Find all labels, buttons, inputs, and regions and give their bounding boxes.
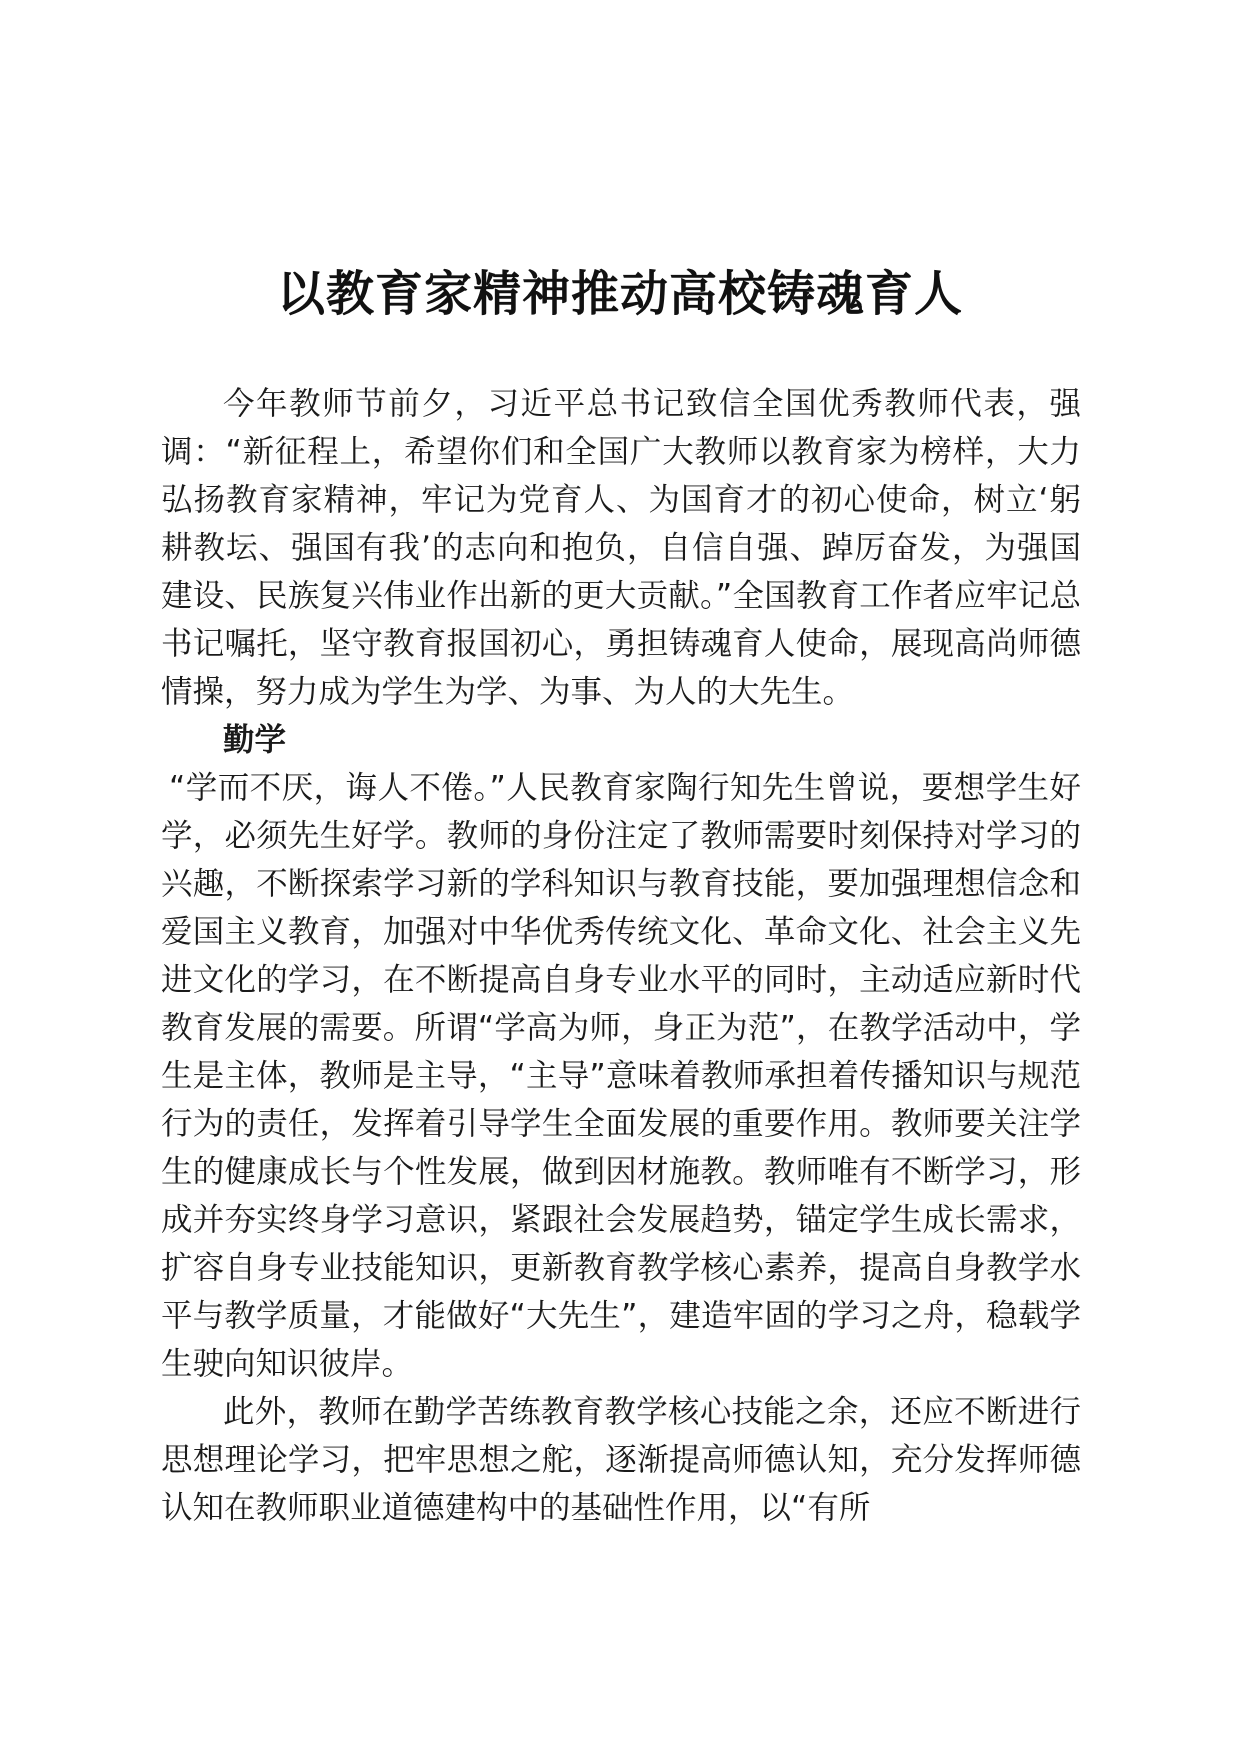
paragraph-additional: 此外，教师在勤学苦练教育教学核心技能之余，还应不断进行思想理论学习，把牢思想之舵，逐渐提高师德认知，充分发挥师德认知在教师职业道德建构中的基础性作用，以“有所 [161,1394,1081,1526]
paragraph-intro: 今年教师节前夕，习近平总书记致信全国优秀教师代表，强调：“新征程上，希望你们和全国广大教师以教育家为榜样，大力弘扬教育家精神，牢记为党育人、为国育才的初心使命，树立‘躬耕教坛、强国有我’的志向和抱负，自信自强、踔厉奋发，为强国建设、民族复兴伟业作出新的更大贡献。”全国教育工作者应牢记总书记嘱托，坚守教育报国初心，勇担铸魂育人使命，展现高尚师德情操，努力成为学生为学、为事、为人的大先生。 [161,386,1081,710]
section-heading-qinxue: 勤学 [223,722,287,758]
document-title: 以教育家精神推动高校铸魂育人 [276,266,963,322]
document-body [161,380,1081,1532]
paragraph-qinxue: “学而不厌，诲人不倦。”人民教育家陶行知先生曾说，要想学生好学，必须先生好学。教师的身份注定了教师需要时刻保持对学习的兴趣，不断探索学习新的学科知识与教育技能，要加强理想信念和爱国主义教育，加强对中华优秀传统文化、革命文化、社会主义先进文化的学习，在不断提高自身专业水平的同时，主动适应新时代教育发展的需要。所谓“学高为师，身正为范”，在教学活动中，学生是主体，教师是主导，“主导”意味着教师承担着传播知识与规范行为的责任，发挥着引导学生全面发展的重要作用。教师要关注学生的健康成长与个性发展，做到因材施教。教师唯有不断学习，形成并夯实终身学习意识，紧跟社会发展趋势，锚定学生成长需求，扩容自身专业技能知识，更新教育教学核心素养，提高自身教学水平与教学质量，才能做好“大先生”，建造牢固的学习之舟，稳载学生驶向知识彼岸。 [161,770,1081,1382]
